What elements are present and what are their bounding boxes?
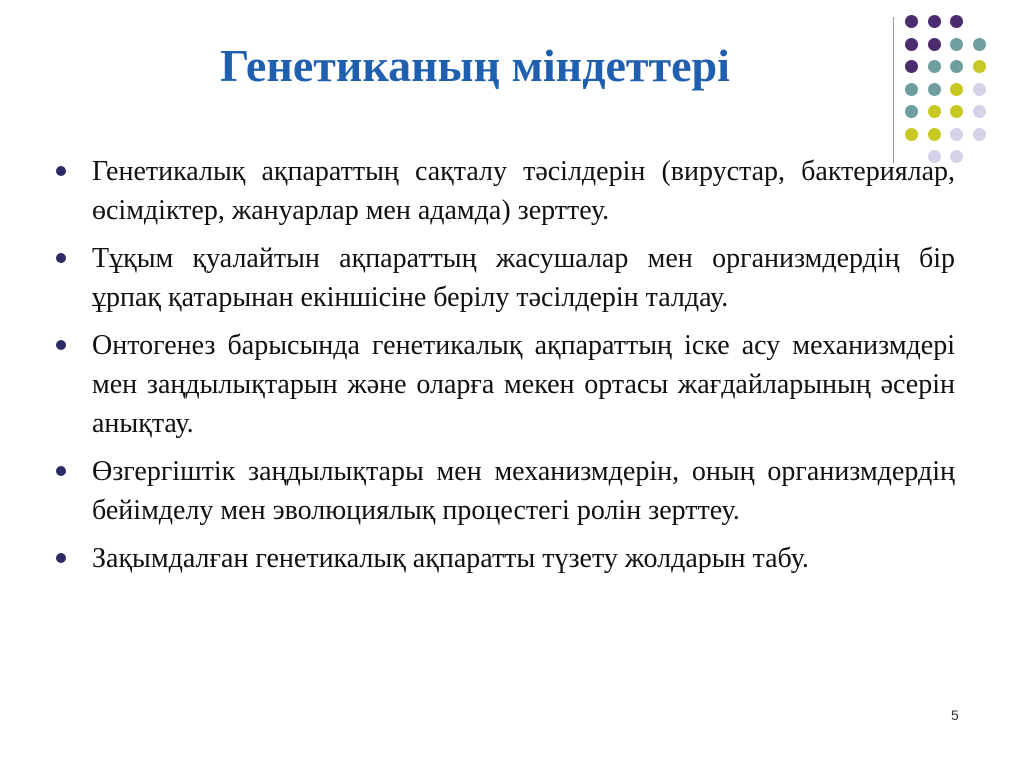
bullet-item [55,239,955,317]
decorative-dot [973,128,986,141]
bullet-item [55,152,955,230]
slide-title: Генетиканың міндеттері [220,40,730,91]
decorative-dot [928,128,941,141]
bullet-text: Зақымдалған генетикалық ақпаратты түзету жолдарын табу. [92,543,809,574]
bullet-text: Онтогенез барысында генетикалық ақпараттың іске асу механизмдері мен заңдылықтарын және оларға мекен ортасы жағдайларының әсерін анықтау. [92,330,955,439]
decorative-dot [950,128,963,141]
bullet-text: Тұқым қуалайтын ақпараттың жасушалар мен организмдердің бір ұрпақ қатарынан екіншісіне берілу тәсілдерін талдау. [92,243,955,313]
decorative-dot [928,15,941,28]
decorative-dot [973,38,986,51]
decorative-dot [950,60,963,73]
bullet-dot-icon [56,340,66,350]
decorative-dot [905,128,918,141]
bullet-list [55,152,955,587]
bullet-dot-icon [56,466,66,476]
bullet-dot-icon [56,553,66,563]
decorative-dot [905,15,918,28]
decorative-dot [950,15,963,28]
decorative-dot [905,105,918,118]
bullet-dot-icon [56,166,66,176]
bullet-dot-icon [56,253,66,263]
decorative-dot [950,105,963,118]
decorative-dot [950,83,963,96]
page-number: 5 [951,707,959,723]
decorative-dot [928,105,941,118]
bullet-item [55,326,955,443]
bullet-text: Генетикалық ақпараттың сақталу тәсілдерін (вирустар, бактериялар, өсімдіктер, жануарлар мен адамда) зерттеу. [92,156,955,226]
bullet-text: Өзгергіштік заңдылықтары мен механизмдерін, оның организмдердің бейімделу мен эволюциялық процестегі ролін зерттеу. [92,456,955,526]
bullet-item [55,452,955,530]
bullet-item [55,539,955,578]
decorative-dot [973,60,986,73]
decorative-dot [973,83,986,96]
decorative-dot [950,38,963,51]
decorative-dot [973,105,986,118]
